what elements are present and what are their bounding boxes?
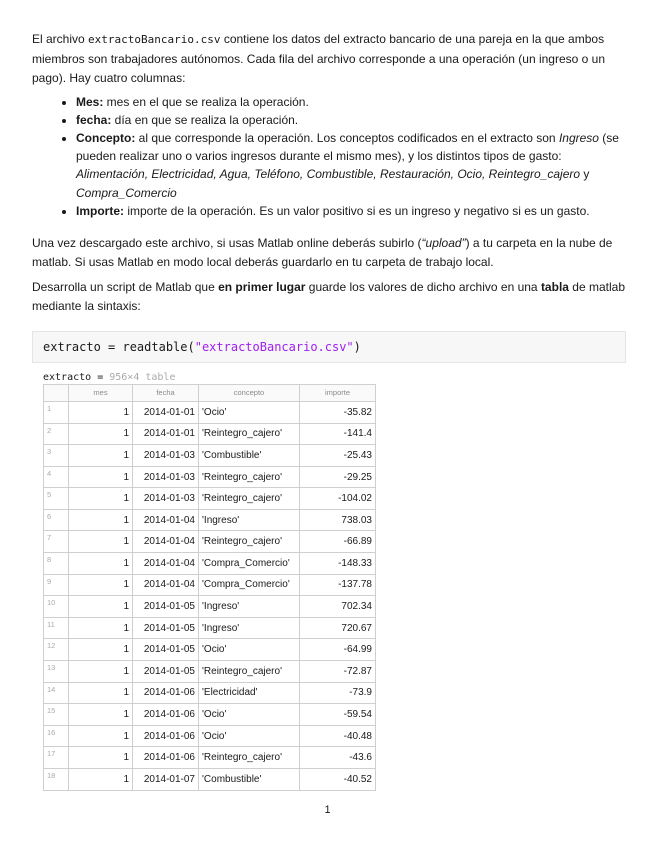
table-cell-concepto: 'Combustible' bbox=[199, 769, 300, 791]
table-cell-importe: -59.54 bbox=[300, 704, 376, 726]
table-cell-concepto: 'Ingreso' bbox=[199, 509, 300, 531]
table-cell-concepto: 'Reintegro_cajero' bbox=[199, 747, 300, 769]
column-header: fecha bbox=[133, 384, 199, 401]
table-cell-mes: 1 bbox=[69, 704, 133, 726]
table-row bbox=[44, 639, 376, 661]
table-cell-importe: 702.34 bbox=[300, 596, 376, 618]
index-header bbox=[44, 384, 69, 401]
table-cell-importe: -43.6 bbox=[300, 747, 376, 769]
row-index-cell: 4 bbox=[44, 466, 69, 488]
file-name: extractoBancario.csv bbox=[88, 33, 221, 46]
table-cell-concepto: 'Reintegro_cajero' bbox=[199, 423, 300, 445]
table-cell-concepto: 'Reintegro_cajero' bbox=[199, 466, 300, 488]
table-cell-mes: 1 bbox=[69, 639, 133, 661]
row-index-cell: 8 bbox=[44, 553, 69, 575]
table-cell-mes: 1 bbox=[69, 574, 133, 596]
table-row bbox=[44, 401, 376, 423]
row-index-cell: 1 bbox=[44, 401, 69, 423]
table-row bbox=[44, 574, 376, 596]
table-cell-fecha: 2014-01-03 bbox=[133, 445, 199, 467]
table-cell-fecha: 2014-01-03 bbox=[133, 466, 199, 488]
code-block: extracto = readtable("extractoBancario.csv") bbox=[32, 331, 626, 363]
table-cell-importe: -40.52 bbox=[300, 769, 376, 791]
table-cell-importe: -73.9 bbox=[300, 682, 376, 704]
table-row bbox=[44, 704, 376, 726]
table-cell-fecha: 2014-01-04 bbox=[133, 574, 199, 596]
table-cell-fecha: 2014-01-06 bbox=[133, 682, 199, 704]
table-row bbox=[44, 509, 376, 531]
row-index-cell: 6 bbox=[44, 509, 69, 531]
table-row bbox=[44, 747, 376, 769]
table-cell-mes: 1 bbox=[69, 747, 133, 769]
table-cell-fecha: 2014-01-06 bbox=[133, 747, 199, 769]
table-cell-mes: 1 bbox=[69, 401, 133, 423]
table-cell-concepto: 'Compra_Comercio' bbox=[199, 553, 300, 575]
table-cell-concepto: 'Combustible' bbox=[199, 445, 300, 467]
table-cell-importe: -141.4 bbox=[300, 423, 376, 445]
table-cell-mes: 1 bbox=[69, 725, 133, 747]
row-index-cell: 9 bbox=[44, 574, 69, 596]
table-cell-concepto: 'Reintegro_cajero' bbox=[199, 661, 300, 683]
table-cell-fecha: 2014-01-03 bbox=[133, 488, 199, 510]
row-index-cell: 16 bbox=[44, 725, 69, 747]
table-row bbox=[44, 466, 376, 488]
table-cell-fecha: 2014-01-05 bbox=[133, 639, 199, 661]
table-cell-fecha: 2014-01-07 bbox=[133, 769, 199, 791]
row-index-cell: 2 bbox=[44, 423, 69, 445]
table-cell-importe: -104.02 bbox=[300, 488, 376, 510]
table-cell-importe: -29.25 bbox=[300, 466, 376, 488]
table-cell-concepto: 'Ocio' bbox=[199, 639, 300, 661]
table-cell-importe: -25.43 bbox=[300, 445, 376, 467]
document-page bbox=[32, 30, 628, 791]
table-cell-mes: 1 bbox=[69, 617, 133, 639]
table-cell-mes: 1 bbox=[69, 553, 133, 575]
column-header: mes bbox=[69, 384, 133, 401]
table-cell-importe: 738.03 bbox=[300, 509, 376, 531]
table-cell-mes: 1 bbox=[69, 488, 133, 510]
table-cell-fecha: 2014-01-04 bbox=[133, 553, 199, 575]
row-index-cell: 15 bbox=[44, 704, 69, 726]
code-string: "extractoBancario.csv" bbox=[194, 339, 354, 354]
table-row bbox=[44, 553, 376, 575]
table-cell-concepto: 'Compra_Comercio' bbox=[199, 574, 300, 596]
table-cell-importe: -40.48 bbox=[300, 725, 376, 747]
task-paragraph: Desarrolla un script de Matlab que en primer lugar guarde los valores de dicho archivo en una tabla de matlab mediante la sintaxis: bbox=[32, 279, 625, 314]
row-index-cell: 17 bbox=[44, 747, 69, 769]
column-header: concepto bbox=[199, 384, 300, 401]
table-cell-mes: 1 bbox=[69, 596, 133, 618]
table-cell-fecha: 2014-01-06 bbox=[133, 725, 199, 747]
table-cell-mes: 1 bbox=[69, 466, 133, 488]
table-cell-concepto: 'Reintegro_cajero' bbox=[199, 488, 300, 510]
table-cell-importe: 720.67 bbox=[300, 617, 376, 639]
table-header-row bbox=[44, 384, 376, 401]
table-row bbox=[44, 725, 376, 747]
table-cell-importe: -64.99 bbox=[300, 639, 376, 661]
table-row bbox=[44, 661, 376, 683]
row-index-cell: 18 bbox=[44, 769, 69, 791]
upload-paragraph: Una vez descargado este archivo, si usas Matlab online deberás subirlo (“upload”) a tu carpeta en la nube de matlab. Si usas Matlab en modo local deberás guardarlo en tu carpeta de trabajo local. bbox=[32, 235, 613, 270]
row-index-cell: 11 bbox=[44, 617, 69, 639]
table-row bbox=[44, 617, 376, 639]
table-cell-concepto: 'Ocio' bbox=[199, 704, 300, 726]
intro-paragraph: El archivo extractoBancario.csv contiene los datos del extracto bancario de una pareja en la que ambos miembros son trabajadores autónomos. Cada fila del archivo corresponde a una operación (un ingreso o un pago). Hay cuatro columnas: bbox=[32, 32, 606, 85]
list-item-importe: • Importe: importe de la operación. Es un valor positivo si es un ingreso y negativo si es un gasto. bbox=[76, 202, 628, 220]
table-row bbox=[44, 488, 376, 510]
table-cell-fecha: 2014-01-01 bbox=[133, 401, 199, 423]
table-cell-fecha: 2014-01-04 bbox=[133, 509, 199, 531]
table-cell-concepto: 'Ingreso' bbox=[199, 596, 300, 618]
table-cell-mes: 1 bbox=[69, 769, 133, 791]
table-cell-concepto: 'Reintegro_cajero' bbox=[199, 531, 300, 553]
table-cell-fecha: 2014-01-01 bbox=[133, 423, 199, 445]
table-cell-concepto: 'Ocio' bbox=[199, 401, 300, 423]
table-cell-concepto: 'Ingreso' bbox=[199, 617, 300, 639]
table-cell-mes: 1 bbox=[69, 423, 133, 445]
row-index-cell: 13 bbox=[44, 661, 69, 683]
table-cell-mes: 1 bbox=[69, 661, 133, 683]
table-cell-importe: -72.87 bbox=[300, 661, 376, 683]
table-cell-concepto: 'Ocio' bbox=[199, 725, 300, 747]
table-row bbox=[44, 769, 376, 791]
table-cell-importe: -35.82 bbox=[300, 401, 376, 423]
table-cell-fecha: 2014-01-04 bbox=[133, 531, 199, 553]
columns-list bbox=[32, 93, 628, 220]
row-index-cell: 5 bbox=[44, 488, 69, 510]
table-cell-fecha: 2014-01-06 bbox=[133, 704, 199, 726]
column-header: importe bbox=[300, 384, 376, 401]
table-cell-importe: -66.89 bbox=[300, 531, 376, 553]
row-index-cell: 12 bbox=[44, 639, 69, 661]
table-cell-concepto: 'Electricidad' bbox=[199, 682, 300, 704]
row-index-cell: 10 bbox=[44, 596, 69, 618]
table-cell-fecha: 2014-01-05 bbox=[133, 661, 199, 683]
row-index-cell: 14 bbox=[44, 682, 69, 704]
table-row bbox=[44, 423, 376, 445]
table-cell-mes: 1 bbox=[69, 445, 133, 467]
table-cell-mes: 1 bbox=[69, 531, 133, 553]
table-cell-importe: -137.78 bbox=[300, 574, 376, 596]
row-index-cell: 7 bbox=[44, 531, 69, 553]
table-cell-mes: 1 bbox=[69, 509, 133, 531]
list-item-concepto: • Concepto: al que corresponde la operación. Los conceptos codificados en el extracto son Ingreso (se pueden realizar uno o varios ingresos durante el mismo mes), y los distintos tipos de gasto: Alimentación, Electricidad, Agua, Teléfono, Combustible, Restauración, Ocio, Reintegro_cajero y Compra_Comercio bbox=[76, 129, 628, 202]
list-item-fecha: • fecha: día en que se realiza la operación. bbox=[76, 111, 628, 129]
table-row bbox=[44, 445, 376, 467]
list-item-mes: • Mes: mes en el que se realiza la operación. bbox=[76, 93, 628, 111]
table-cell-fecha: 2014-01-05 bbox=[133, 617, 199, 639]
table-cell-importe: -148.33 bbox=[300, 553, 376, 575]
table-row bbox=[44, 682, 376, 704]
page-number: 1 bbox=[324, 804, 331, 816]
table-cell-fecha: 2014-01-05 bbox=[133, 596, 199, 618]
output-title: extracto = 956×4 table bbox=[43, 371, 176, 383]
table-row bbox=[44, 531, 376, 553]
output-table bbox=[43, 384, 376, 791]
table-cell-mes: 1 bbox=[69, 682, 133, 704]
row-index-cell: 3 bbox=[44, 445, 69, 467]
table-row bbox=[44, 596, 376, 618]
